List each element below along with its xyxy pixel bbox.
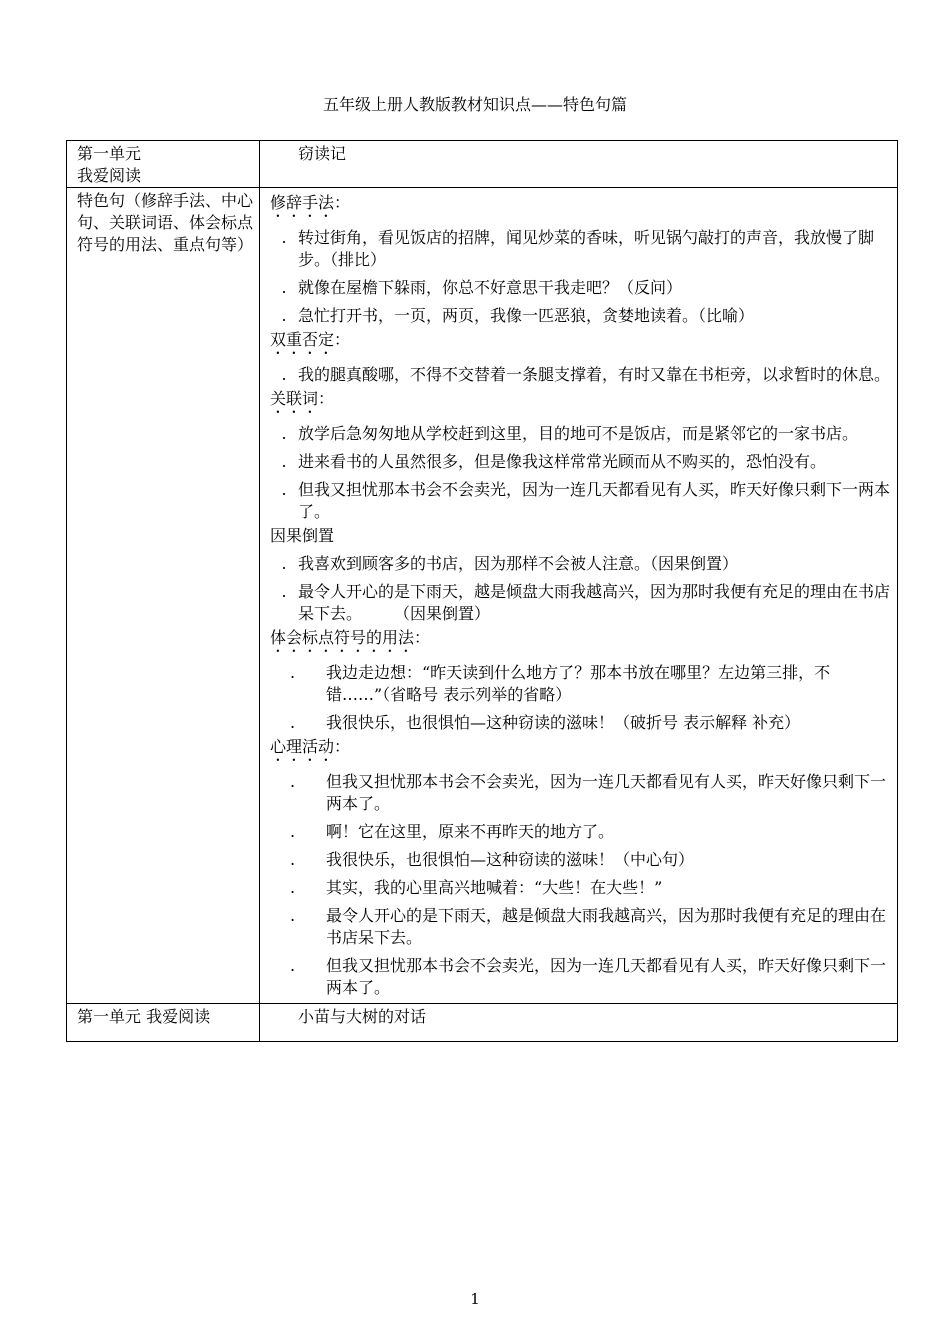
list-item: . 最令人开心的是下雨天，越是倾盘大雨我越高兴，因为那时我便有充足的理由在书店呆下去。	[270, 905, 891, 949]
list-item: . 其实，我的心里高兴地喊着：“大些！在大些！”	[270, 877, 891, 899]
bullet: .	[290, 878, 296, 897]
list-item: . 最令人开心的是下雨天，越是倾盘大雨我越高兴，因为那时我便有充足的理由在书店呆下去。 （因果倒置）	[270, 581, 891, 625]
bullet: .	[290, 906, 296, 925]
table-row	[67, 1004, 898, 1042]
bullet: .	[281, 554, 287, 573]
list-item: . 就像在屋檐下躲雨，你总不好意思干我走吧？（反问）	[270, 277, 891, 299]
bullet: .	[281, 424, 287, 443]
list-item: . 我喜欢到顾客多的书店，因为那样不会被人注意。（因果倒置）	[270, 553, 891, 575]
section-heading-psychology: 心理活动：	[270, 737, 351, 756]
list-item: . 转过街角，看见饭店的招牌，闻见炒菜的香味，听见锅勺敲打的声音，我放慢了脚步。（排比）	[270, 227, 891, 271]
bullet: .	[281, 365, 287, 384]
unit-name: 第一单元	[77, 144, 142, 163]
table-row	[67, 188, 898, 1004]
page-title: 五年级上册人教版教材知识点——特色句篇	[322, 95, 627, 114]
list-item: . 但我又担忧那本书会不会卖光，因为一连几天都看见有人买，昨天好像只剩下一两本了。	[270, 771, 891, 815]
list-item: . 放学后急匆匆地从学校赶到这里，目的地可不是饭店，而是紧邻它的一家书店。	[270, 423, 891, 445]
bullet: .	[290, 822, 296, 841]
bullet: .	[281, 278, 287, 297]
list-item: . 我边走边想：“昨天读到什么地方了？那本书放在哪里？左边第三排，不错……”（省略号 表示列举的省略）	[270, 662, 891, 706]
bullet: .	[290, 663, 296, 682]
unit-cell	[67, 1004, 260, 1042]
list-item: . 啊！它在这里，原来不再昨天的地方了。	[270, 821, 891, 843]
bullet: .	[281, 306, 287, 325]
section-heading-punctuation: 体会标点符号的用法：	[270, 628, 431, 647]
content-cell	[260, 188, 898, 1004]
bullet: .	[290, 772, 296, 791]
list-item: . 进来看书的人虽然很多，但是像我这样常常光顾而从不购买的，恐怕没有。	[270, 451, 891, 473]
unit-name: 第一单元 我爱阅读	[77, 1007, 211, 1026]
category-cell	[67, 188, 260, 1004]
lesson-title: 窃读记	[298, 144, 347, 163]
section-heading-double-negative: 双重否定：	[270, 330, 351, 349]
bullet: .	[281, 228, 287, 247]
list-item: . 我很快乐，也很惧怕—这种窃读的滋味！（破折号 表示解释 补充）	[270, 712, 891, 734]
knowledge-table	[66, 140, 898, 1042]
list-item: . 我的腿真酸哪，不得不交替着一条腿支撑着，有时又靠在书柜旁，以求暂时的休息。	[270, 364, 891, 386]
lesson-cell	[260, 1004, 898, 1042]
bullet: .	[290, 713, 296, 732]
section-heading-cause-effect: 因果倒置	[270, 526, 335, 545]
list-item: . 急忙打开书，一页，两页，我像一匹恶狼，贪婪地读着。（比喻）	[270, 305, 891, 327]
unit-theme: 我爱阅读	[77, 166, 142, 185]
bullet: .	[281, 582, 287, 601]
list-item: . 但我又担忧那本书会不会卖光，因为一连几天都看见有人买，昨天好像只剩下一两本了。	[270, 479, 891, 523]
bullet: .	[290, 850, 296, 869]
section-heading-rhetoric: 修辞手法：	[270, 193, 351, 212]
category-label: 特色句（修辞手法、中心句、关联词语、体会标点符号的用法、重点句等）	[77, 191, 254, 254]
bullet: .	[290, 956, 296, 975]
bullet: .	[281, 480, 287, 499]
page-number: 1	[470, 1290, 480, 1308]
lesson-title: 小苗与大树的对话	[298, 1007, 427, 1026]
bullet: .	[281, 452, 287, 471]
lesson-cell	[260, 141, 898, 188]
table-row	[67, 141, 898, 188]
section-heading-conjunctions: 关联词：	[270, 389, 335, 408]
list-item: . 我很快乐，也很惧怕—这种窃读的滋味！（中心句）	[270, 849, 891, 871]
list-item: . 但我又担忧那本书会不会卖光，因为一连几天都看见有人买，昨天好像只剩下一两本了。	[270, 955, 891, 999]
unit-cell	[67, 141, 260, 188]
